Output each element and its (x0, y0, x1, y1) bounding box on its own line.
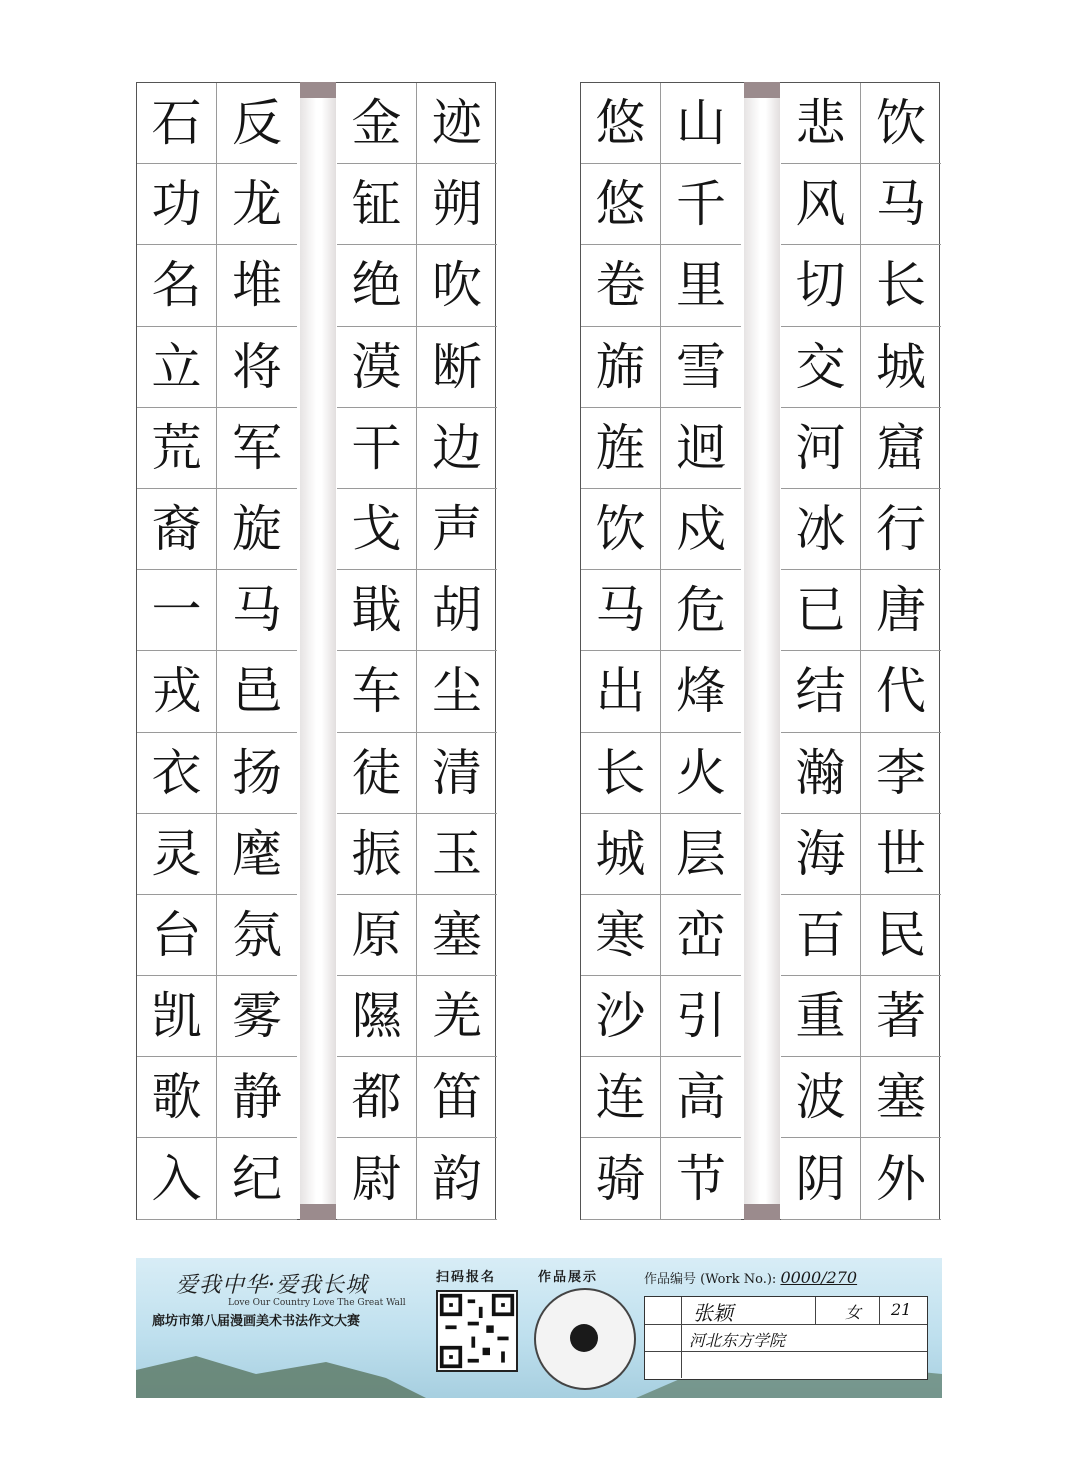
left-panel-right-grid (337, 83, 497, 1220)
calligraphy-character: 迥 (661, 408, 741, 489)
slogan: 爱我中华·爱我长城 (176, 1273, 368, 1298)
info-row-name (645, 1297, 927, 1325)
calligraphy-character: 尘 (417, 651, 497, 732)
calligraphy-character: 唐 (861, 570, 941, 651)
calligraphy-character: 李 (861, 733, 941, 814)
calligraphy-character: 行 (861, 489, 941, 570)
calligraphy-character: 火 (661, 733, 741, 814)
work-show-label: 作品展示 (538, 1270, 599, 1285)
calligraphy-character: 悠 (581, 83, 661, 164)
calligraphy-character: 氛 (217, 895, 297, 976)
calligraphy-character: 马 (217, 570, 297, 651)
calligraphy-character: 切 (781, 245, 861, 326)
calligraphy-character: 一 (137, 570, 217, 651)
calligraphy-character: 邑 (217, 651, 297, 732)
calligraphy-character: 胡 (417, 570, 497, 651)
calligraphy-character: 长 (861, 245, 941, 326)
calligraphy-character: 戢 (337, 570, 417, 651)
info-row-extra (645, 1351, 927, 1378)
work-number-value: 0000/270 (780, 1268, 858, 1287)
calligraphy-character: 风 (781, 164, 861, 245)
calligraphy-character: 尉 (337, 1138, 417, 1219)
work-number-label: 作品编号 (Work No.): (644, 1272, 777, 1287)
calligraphy-character: 悠 (581, 164, 661, 245)
calligraphy-character: 窟 (861, 408, 941, 489)
calligraphy-character: 马 (581, 570, 661, 651)
entrant-name: 张颖 (693, 1301, 733, 1325)
calligraphy-character: 隰 (337, 976, 417, 1057)
calligraphy-character: 饮 (861, 83, 941, 164)
calligraphy-character: 断 (417, 327, 497, 408)
calligraphy-character: 声 (417, 489, 497, 570)
calligraphy-character: 城 (581, 814, 661, 895)
calligraphy-character: 寒 (581, 895, 661, 976)
calligraphy-character: 饮 (581, 489, 661, 570)
calligraphy-character: 峦 (661, 895, 741, 976)
calligraphy-character: 已 (781, 570, 861, 651)
calligraphy-character: 玉 (417, 814, 497, 895)
calligraphy-character: 出 (581, 651, 661, 732)
calligraphy-character: 雾 (217, 976, 297, 1057)
calligraphy-character: 扬 (217, 733, 297, 814)
calligraphy-character: 边 (417, 408, 497, 489)
calligraphy-character: 冰 (781, 489, 861, 570)
entrant-address: 河北东方学院 (689, 1331, 786, 1350)
contest-title: 廊坊市第八届漫画美术书法作文大赛 (152, 1314, 361, 1329)
left-panel-left-grid (137, 83, 297, 1220)
calligraphy-character: 旌 (581, 408, 661, 489)
calligraphy-character: 城 (861, 327, 941, 408)
calligraphy-character: 龙 (217, 164, 297, 245)
calligraphy-character: 世 (861, 814, 941, 895)
calligraphy-character: 麾 (217, 814, 297, 895)
calligraphy-character: 旋 (217, 489, 297, 570)
calligraphy-character: 戈 (337, 489, 417, 570)
seal-center (570, 1324, 598, 1352)
calligraphy-character: 旆 (581, 327, 661, 408)
qr-register-label: 扫码报名 (436, 1270, 497, 1285)
qr-code[interactable] (436, 1290, 518, 1372)
calligraphy-character: 代 (861, 651, 941, 732)
calligraphy-character: 沙 (581, 976, 661, 1057)
calligraphy-character: 层 (661, 814, 741, 895)
calligraphy-character: 车 (337, 651, 417, 732)
calligraphy-character: 戍 (661, 489, 741, 570)
calligraphy-character: 钲 (337, 164, 417, 245)
calligraphy-character: 里 (661, 245, 741, 326)
calligraphy-character: 漠 (337, 327, 417, 408)
right-panel-left-grid (581, 83, 741, 1220)
calligraphy-character: 静 (217, 1057, 297, 1138)
calligraphy-character: 民 (861, 895, 941, 976)
calligraphy-character: 裔 (137, 489, 217, 570)
calligraphy-character: 立 (137, 327, 217, 408)
calligraphy-character: 山 (661, 83, 741, 164)
calligraphy-character: 石 (137, 83, 217, 164)
calligraphy-character: 高 (661, 1057, 741, 1138)
calligraphy-character: 塞 (417, 895, 497, 976)
calligraphy-character: 河 (781, 408, 861, 489)
slogan-english: Love Our Country Love The Great Wall (228, 1298, 406, 1308)
calligraphy-character: 笛 (417, 1057, 497, 1138)
calligraphy-character: 金 (337, 83, 417, 164)
calligraphy-character: 雪 (661, 327, 741, 408)
calligraphy-character: 长 (581, 733, 661, 814)
calligraphy-character: 纪 (217, 1138, 297, 1219)
work-number (644, 1268, 857, 1287)
calligraphy-character: 骑 (581, 1138, 661, 1219)
calligraphy-character: 歌 (137, 1057, 217, 1138)
calligraphy-character: 卷 (581, 245, 661, 326)
calligraphy-character: 凯 (137, 976, 217, 1057)
calligraphy-character: 危 (661, 570, 741, 651)
calligraphy-character: 海 (781, 814, 861, 895)
calligraphy-character: 韵 (417, 1138, 497, 1219)
calligraphy-character: 名 (137, 245, 217, 326)
calligraphy-character: 台 (137, 895, 217, 976)
calligraphy-character: 干 (337, 408, 417, 489)
calligraphy-character: 戎 (137, 651, 217, 732)
entrant-gender: 女 (845, 1303, 862, 1322)
calligraphy-character: 衣 (137, 733, 217, 814)
entrant-info-table (644, 1296, 928, 1380)
calligraphy-character: 徒 (337, 733, 417, 814)
info-row-address (645, 1324, 927, 1352)
calligraphy-character: 马 (861, 164, 941, 245)
calligraphy-character: 波 (781, 1057, 861, 1138)
calligraphy-character: 外 (861, 1138, 941, 1219)
contest-banner (136, 1258, 942, 1398)
left-scroll-spine (300, 82, 336, 1220)
calligraphy-character: 军 (217, 408, 297, 489)
calligraphy-character: 朔 (417, 164, 497, 245)
calligraphy-character: 塞 (861, 1057, 941, 1138)
calligraphy-character: 引 (661, 976, 741, 1057)
calligraphy-character: 结 (781, 651, 861, 732)
calligraphy-character: 清 (417, 733, 497, 814)
calligraphy-character: 荒 (137, 408, 217, 489)
calligraphy-character: 百 (781, 895, 861, 976)
calligraphy-character: 羌 (417, 976, 497, 1057)
calligraphy-character: 连 (581, 1057, 661, 1138)
calligraphy-character: 交 (781, 327, 861, 408)
calligraphy-character: 迹 (417, 83, 497, 164)
calligraphy-character: 入 (137, 1138, 217, 1219)
entrant-age: 21 (891, 1300, 912, 1319)
calligraphy-character: 节 (661, 1138, 741, 1219)
right-panel-right-grid (781, 83, 941, 1220)
calligraphy-character: 重 (781, 976, 861, 1057)
calligraphy-character: 吹 (417, 245, 497, 326)
right-scroll-spine (744, 82, 780, 1220)
calligraphy-character: 振 (337, 814, 417, 895)
calligraphy-character: 绝 (337, 245, 417, 326)
calligraphy-character: 阴 (781, 1138, 861, 1219)
calligraphy-character: 悲 (781, 83, 861, 164)
calligraphy-character: 功 (137, 164, 217, 245)
calligraphy-character: 反 (217, 83, 297, 164)
calligraphy-character: 原 (337, 895, 417, 976)
calligraphy-character: 都 (337, 1057, 417, 1138)
calligraphy-character: 灵 (137, 814, 217, 895)
calligraphy-character: 千 (661, 164, 741, 245)
calligraphy-character: 著 (861, 976, 941, 1057)
calligraphy-character: 烽 (661, 651, 741, 732)
calligraphy-character: 将 (217, 327, 297, 408)
calligraphy-character: 瀚 (781, 733, 861, 814)
calligraphy-character: 堆 (217, 245, 297, 326)
